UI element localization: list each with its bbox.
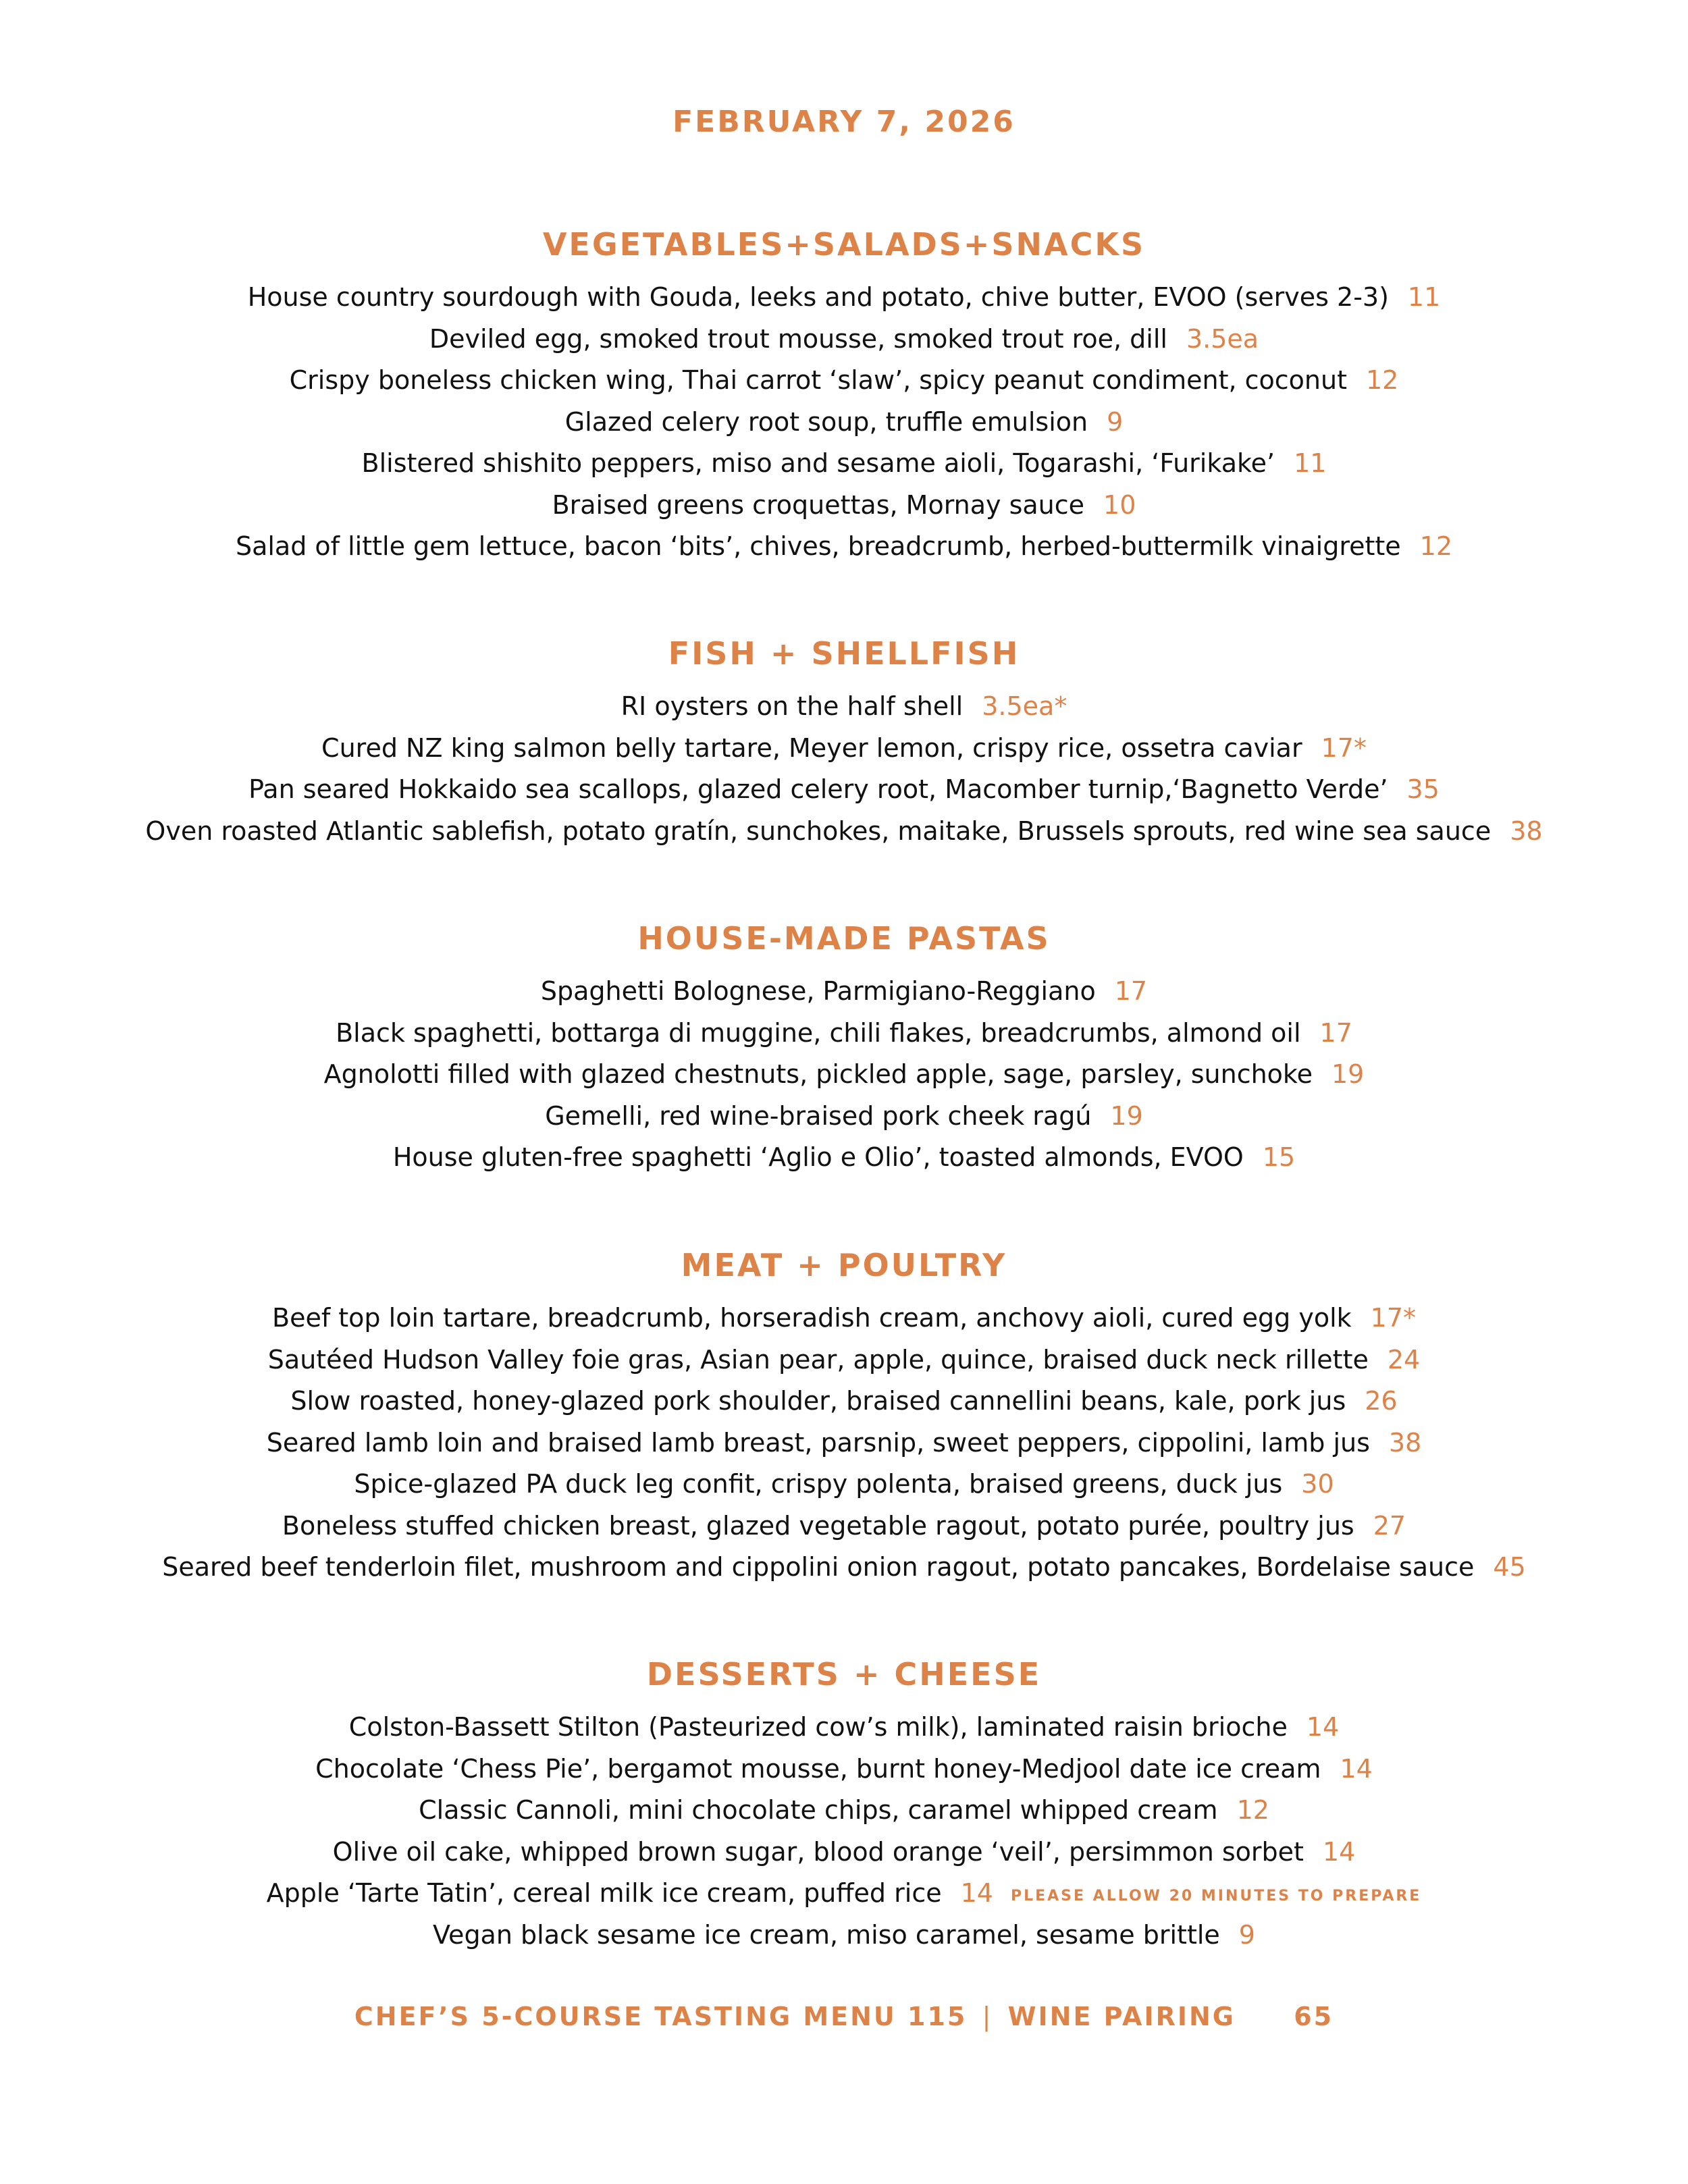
item-name: Black spaghetti, bottarga di muggine, chili flakes, breadcrumbs, almond oil [336, 1017, 1301, 1048]
menu-item [0, 1096, 1688, 1138]
item-name: House country sourdough with Gouda, leeks and potato, chive butter, EVOO (serves 2-3) [247, 282, 1389, 312]
section-items-pastas [0, 971, 1688, 1179]
section-items-desserts [0, 1707, 1688, 1956]
menu-date: FEBRUARY 7, 2026 [672, 105, 1016, 139]
item-price: 38 [1388, 1427, 1422, 1458]
item-name: Gemelli, red wine-braised pork cheek ragú [545, 1100, 1092, 1131]
item-price: 9 [1238, 1919, 1255, 1950]
menu-item [0, 1749, 1688, 1790]
section-heading-vegetables: VEGETABLES+SALADS+SNACKS [542, 226, 1146, 263]
item-name: Olive oil cake, whipped brown sugar, blood orange ‘veil’, persimmon sorbet [332, 1836, 1304, 1867]
item-price: 9 [1107, 406, 1124, 437]
item-name: Deviled egg, smoked trout mousse, smoked trout roe, dill [429, 323, 1167, 354]
menu-item [0, 1790, 1688, 1832]
item-name: Salad of little gem lettuce, bacon ‘bits’, chives, breadcrumb, herbed-buttermilk vinaigrette [235, 531, 1401, 561]
tasting-menu-footer [0, 2002, 1688, 2031]
item-price: 45 [1493, 1552, 1526, 1582]
section-items-fish [0, 686, 1688, 852]
item-price: 14 [1340, 1753, 1373, 1784]
item-name: Agnolotti filled with glazed chestnuts, pickled apple, sage, parsley, sunchoke [323, 1059, 1313, 1089]
item-name: Apple ‘Tarte Tatin’, cereal milk ice cream, puffed rice [266, 1878, 942, 1908]
menu-item [0, 1707, 1688, 1749]
menu-item [0, 769, 1688, 811]
menu-item [0, 1547, 1688, 1589]
item-name: Boneless stuffed chicken breast, glazed vegetable ragout, potato purée, poultry jus [282, 1510, 1354, 1541]
section-heading-fish: FISH + SHELLFISH [668, 635, 1020, 672]
item-name: Braised greens croquettas, Mornay sauce [552, 489, 1085, 520]
menu-item [0, 728, 1688, 770]
menu-item [0, 971, 1688, 1013]
item-price: 24 [1387, 1344, 1421, 1375]
item-price: 12 [1365, 365, 1399, 395]
menu-item [0, 1298, 1688, 1339]
menu-item [0, 360, 1688, 402]
menu-item [0, 1381, 1688, 1422]
menu-item [0, 1054, 1688, 1096]
item-price: 38 [1510, 816, 1543, 846]
menu-item [0, 277, 1688, 319]
item-price: 17* [1370, 1303, 1416, 1333]
prep-time-note: PLEASE ALLOW 20 MINUTES TO PREPARE [1010, 1888, 1422, 1905]
menu-item [0, 1013, 1688, 1055]
item-price: 11 [1294, 448, 1327, 478]
item-price: 30 [1301, 1469, 1334, 1499]
item-name: Colston-Bassett Stilton (Pasteurized cow’s milk), laminated raisin brioche [348, 1712, 1288, 1742]
item-price: 12 [1419, 531, 1453, 561]
item-name: Chocolate ‘Chess Pie’, bergamot mousse, burnt honey-Medjool date ice cream [315, 1753, 1321, 1784]
menu-item [0, 443, 1688, 485]
item-price: 17* [1321, 733, 1367, 763]
item-price: 27 [1373, 1510, 1406, 1541]
section-heading-desserts: DESSERTS + CHEESE [646, 1656, 1042, 1693]
wine-pairing-price: 65 [1294, 2002, 1334, 2031]
menu-item [0, 1137, 1688, 1179]
item-price: 14 [1306, 1712, 1340, 1742]
item-price: 12 [1236, 1795, 1269, 1825]
wine-pairing-label: WINE PAIRING [1007, 2002, 1236, 2031]
footer-separator: | [982, 2002, 993, 2031]
item-name: Sautéed Hudson Valley foie gras, Asian pear, apple, quince, braised duck neck rillette [267, 1344, 1369, 1375]
item-price: 3.5ea* [982, 691, 1067, 721]
item-price: 14 [960, 1878, 993, 1908]
section-heading-meat: MEAT + POULTRY [681, 1247, 1007, 1283]
item-name: Vegan black sesame ice cream, miso caramel, sesame brittle [433, 1919, 1220, 1950]
menu-item [0, 485, 1688, 527]
item-price: 35 [1406, 774, 1440, 804]
item-price: 3.5ea [1186, 323, 1259, 354]
item-name: Crispy boneless chicken wing, Thai carrot ‘slaw’, spicy peanut condiment, coconut [289, 365, 1347, 395]
item-price: 17 [1114, 976, 1148, 1006]
item-name: Oven roasted Atlantic sablefish, potato gratín, sunchokes, maitake, Brussels sprouts, red wine sea sauce [145, 816, 1492, 846]
item-name: Glazed celery root soup, truffle emulsion [564, 406, 1088, 437]
tasting-menu-label: CHEF’S 5-COURSE TASTING MENU [354, 2002, 897, 2031]
section-heading-pastas: HOUSE-MADE PASTAS [637, 920, 1051, 957]
item-name: Seared beef tenderloin filet, mushroom and cippolini onion ragout, potato pancakes, Bordelaise sauce [162, 1552, 1475, 1582]
section-items-meat [0, 1298, 1688, 1589]
item-name: Spaghetti Bolognese, Parmigiano-Reggiano [540, 976, 1096, 1006]
menu-item [0, 319, 1688, 361]
item-price: 26 [1365, 1386, 1398, 1416]
item-name: Slow roasted, honey-glazed pork shoulder, braised cannellini beans, kale, pork jus [290, 1386, 1346, 1416]
menu-item [0, 1506, 1688, 1547]
menu-item [0, 1339, 1688, 1381]
section-items-vegetables [0, 277, 1688, 568]
item-name: Blistered shishito peppers, miso and sesame aioli, Togarashi, ‘Furikake’ [361, 448, 1275, 478]
item-name: Classic Cannoli, mini chocolate chips, caramel whipped cream [419, 1795, 1218, 1825]
item-price: 10 [1103, 489, 1136, 520]
tasting-menu-price: 115 [907, 2002, 968, 2031]
item-name: House gluten-free spaghetti ‘Aglio e Olio’, toasted almonds, EVOO [392, 1142, 1244, 1172]
menu-item [0, 1422, 1688, 1464]
item-name: Beef top loin tartare, breadcrumb, horseradish cream, anchovy aioli, cured egg yolk [272, 1303, 1352, 1333]
item-price: 17 [1319, 1017, 1352, 1048]
item-name: Spice-glazed PA duck leg confit, crispy polenta, braised greens, duck jus [354, 1469, 1283, 1499]
item-name: RI oysters on the half shell [621, 691, 964, 721]
item-price: 19 [1110, 1100, 1143, 1131]
menu-item [0, 1915, 1688, 1956]
item-name: Seared lamb loin and braised lamb breast, parsnip, sweet peppers, cippolini, lamb jus [266, 1427, 1370, 1458]
menu-item [0, 1464, 1688, 1506]
menu-item [0, 1832, 1688, 1873]
item-price: 14 [1322, 1836, 1356, 1867]
item-price: 15 [1262, 1142, 1296, 1172]
menu-item [0, 811, 1688, 853]
item-name: Pan seared Hokkaido sea scallops, glazed celery root, Macomber turnip,‘Bagnetto Verde’ [248, 774, 1388, 804]
menu-item [0, 402, 1688, 444]
item-name: Cured NZ king salmon belly tartare, Meyer lemon, crispy rice, ossetra caviar [321, 733, 1302, 763]
menu-item [0, 526, 1688, 568]
item-price: 11 [1407, 282, 1441, 312]
menu-item [0, 1873, 1688, 1915]
menu-item [0, 686, 1688, 728]
item-price: 19 [1331, 1059, 1365, 1089]
